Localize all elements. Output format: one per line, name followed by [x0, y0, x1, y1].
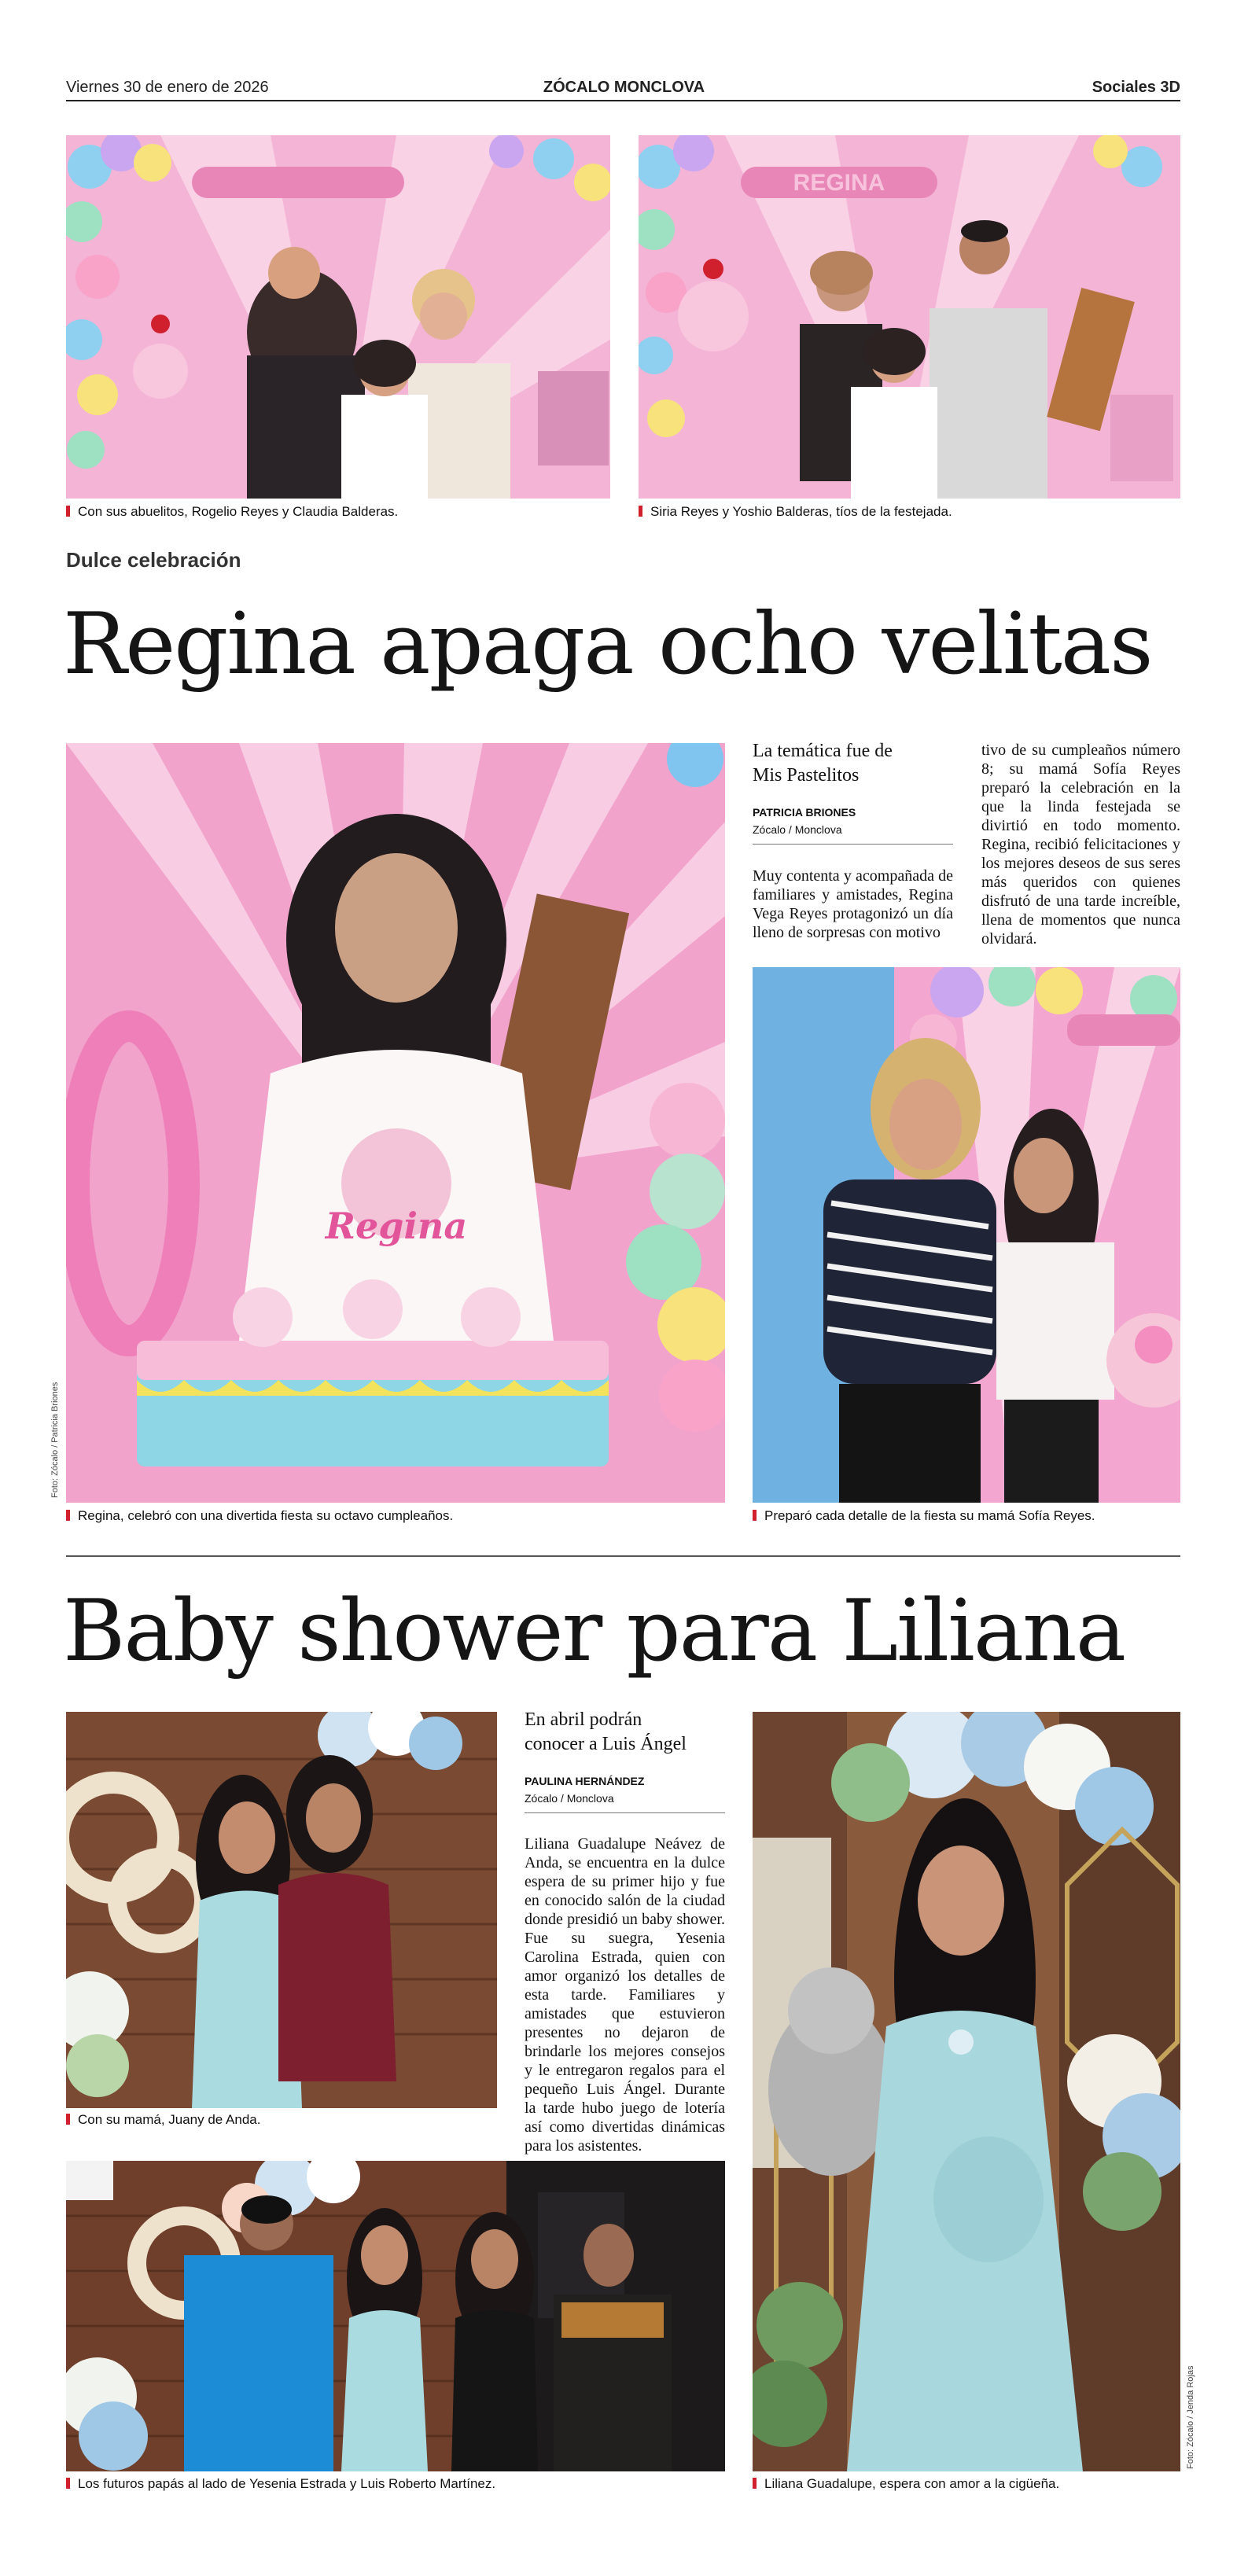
story2-byline-name: PAULINA HERNÁNDEZ	[525, 1775, 645, 1787]
caption-marker	[66, 506, 70, 517]
photo-liliana-group	[66, 2161, 725, 2471]
story-divider	[66, 1555, 1180, 1557]
caption-liliana-group	[66, 2476, 495, 2492]
caption-liliana-main	[753, 2476, 1059, 2492]
story1-byline-place: Zócalo / Monclova	[753, 823, 842, 836]
story2-byline-place: Zócalo / Monclova	[525, 1792, 614, 1805]
header-rule	[66, 100, 1180, 101]
caption-grandparents	[66, 504, 398, 520]
story1-byline-name: PATRICIA BRIONES	[753, 806, 856, 819]
caption-main-regina-text: Regina, celebró con una divertida fiesta su octavo cumpleaños.	[78, 1508, 454, 1523]
caption-liliana-group-text: Los futuros papás al lado de Yesenia Estrada y Luis Roberto Martínez.	[78, 2476, 496, 2491]
caption-mother-text: Preparó cada detalle de la fiesta su mamá Sofía Reyes.	[764, 1508, 1095, 1523]
caption-mother	[753, 1508, 1095, 1524]
caption-liliana-mom	[66, 2112, 260, 2128]
caption-marker	[639, 506, 642, 517]
header-publication: ZÓCALO MONCLOVA	[543, 79, 705, 96]
story2-byline	[525, 1772, 644, 1807]
caption-marker	[66, 2114, 70, 2125]
photo-regina-mother	[753, 967, 1180, 1503]
story1-body-col1: Muy contenta y acompañada de familiares y amistades, Regina Vega Reyes protagonizó un día lleno de sorpresas con motivo	[753, 867, 953, 941]
story2-byline-rule	[525, 1812, 725, 1813]
story2-subhead: En abril podrán conocer a Luis Ángel	[525, 1709, 687, 1754]
caption-liliana-mom-text: Con su mamá, Juany de Anda.	[78, 2112, 261, 2127]
caption-grandparents-text: Con sus abuelitos, Rogelio Reyes y Claudia Balderas.	[78, 504, 399, 519]
banner-text: REGINA	[793, 170, 885, 196]
story1-kicker: Dulce celebración	[66, 548, 241, 572]
story1-headline: Regina apaga ocho velitas	[63, 595, 1152, 694]
header-date: Viernes 30 de enero de 2026	[66, 79, 269, 96]
story2-headline: Baby shower para Liliana	[63, 1582, 1125, 1680]
story1-byline	[753, 804, 856, 838]
caption-marker	[753, 1510, 757, 1521]
caption-liliana-main-text: Liliana Guadalupe, espera con amor a la cigüeña.	[764, 2476, 1060, 2491]
photo-liliana-mom	[66, 1712, 497, 2108]
story1-body-col2: tivo de su cumpleaños número 8; su mamá Sofía Reyes preparó la celebración en la que la linda festejada se divirtió en todo momento. Regina, recibió felicitaciones y los mejores deseos de sus seres más queridos con quienes disfrutó de una tarde increíble, llena de momentos que nunca olvidará.	[981, 742, 1180, 948]
shirt-text: Regina	[325, 1205, 468, 1247]
header-section: Sociales 3D	[1092, 79, 1180, 96]
photo-liliana-main	[753, 1712, 1180, 2471]
photo-credit-story1: Foto: Zócalo / Patricia Briones	[50, 1382, 60, 1498]
photo-uncles	[639, 135, 1180, 499]
caption-uncles-text: Siria Reyes y Yoshio Balderas, tíos de la festejada.	[650, 504, 952, 519]
photo-grandparents	[66, 135, 610, 499]
caption-uncles	[639, 504, 952, 520]
photo-regina-main	[66, 743, 725, 1503]
caption-marker	[753, 2478, 757, 2489]
caption-marker	[66, 2478, 70, 2489]
story1-subhead: La temática fue de Mis Pastelitos	[753, 741, 893, 786]
story1-byline-rule	[753, 844, 953, 845]
story2-body: Liliana Guadalupe Neávez de Anda, se encuentra en la dulce espera de su primer hijo y fue en conocido salón de la ciudad donde presidió un baby shower. Fue su suegra, Yesenia Carolina Estrada, quien con amor organizó los detalles de esta tarde. Familiares y amistades que estuvieron presentes no dejaron de brindarle los mejores consejos y le entregaron regalos para el pequeño Luis Ángel. Durante la tarde hubo juego de lotería así como divertidas dinámicas para los asistentes.	[525, 1835, 725, 2155]
caption-main-regina	[66, 1508, 453, 1524]
caption-marker	[66, 1510, 70, 1521]
photo-credit-story2: Foto: Zócalo / Jenda Rojas	[1186, 2365, 1195, 2469]
